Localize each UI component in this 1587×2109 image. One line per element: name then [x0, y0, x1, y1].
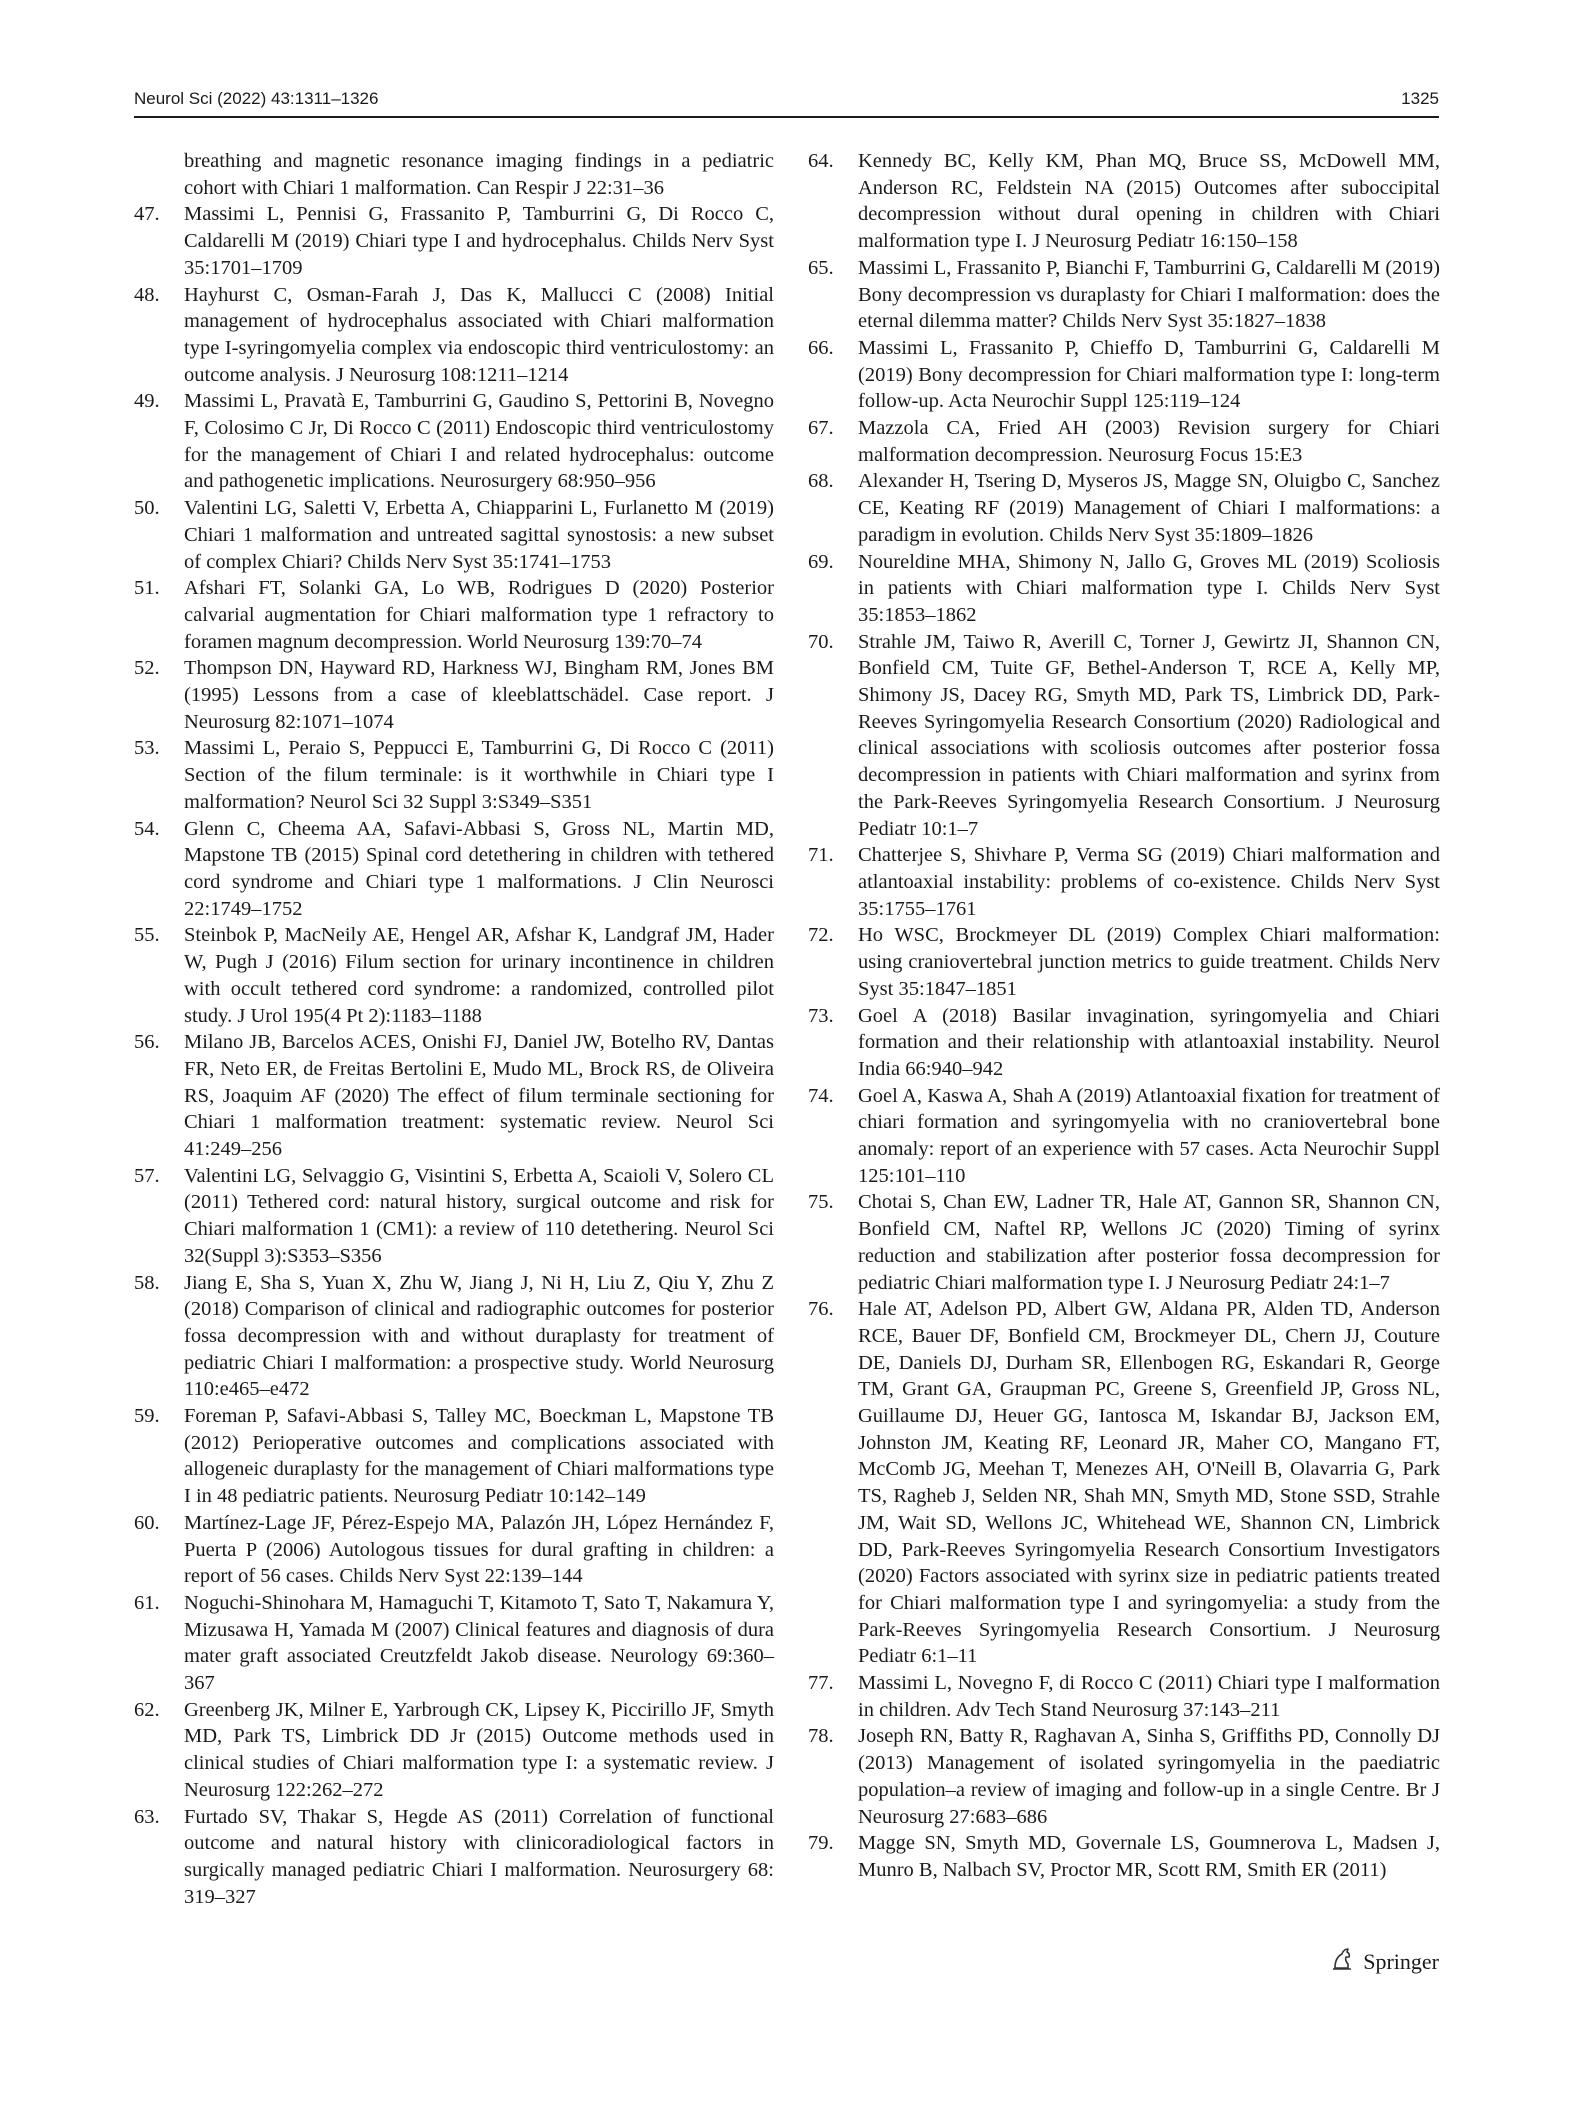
reference-number: 67. — [808, 417, 834, 440]
reference-number: 66. — [808, 336, 834, 359]
reference-text: Hale AT, Adelson PD, Albert GW, Aldana PR, Alden TD, Anderson RCE, Bauer DF, Bonfield CM, Brockmeyer DL, Chern JJ, Couture DE, Daniels DJ, Durham SR, Ellenbogen RG, Eskandari R, George TM, Grant GA, Graupman PC, Greene S, Greenfield JP, Gross NL, Guillaume DJ, Heuer GG, Iantosca M, Iskandar BJ, Jackson EM, Johnston JM, Keating RF, Leonard JR, Maher CO, Mangano FT, McComb JG, Meehan T, Menezes AH, O'Neill B, Olavarria G, Park TS, Ragheb J, Selden NR, Shah MN, Smyth MD, Stone SSD, Strahle JM, Wait SD, Wellons JC, Whitehead WE, Shannon CN, Limbrick DD, Park-Reeves Syringomyelia Research Consortium Investigators (2020) Factors associated with syrinx size in pediatric patients treated for Chiari malformation type I and syringomyelia: a study from the Park-Reeves Syringomyelia Research Consortium. J Neurosurg Pediatr 6:1–11 — [858, 1298, 1440, 1668]
reference-number: 60. — [134, 1511, 160, 1534]
references-right-column — [808, 148, 1440, 1884]
reference-number: 75. — [808, 1191, 834, 1214]
reference-continuation: breathing and magnetic resonance imaging findings in a pediatric cohort with Chiari 1 malformation. Can Respir J 22:31–36 — [184, 150, 774, 199]
reference-entry — [134, 1804, 774, 1911]
reference-text: Jiang E, Sha S, Yuan X, Zhu W, Jiang J, Ni H, Liu Z, Qiu Y, Zhu Z (2018) Comparison of clinical and radiographic outcomes for posterior fossa decompression with and without duraplasty for treatment of pediatric Chiari I malformation: a prospective study. World Neurosurg 110:e465–e472 — [184, 1271, 774, 1401]
reference-text: Greenberg JK, Milner E, Yarbrough CK, Lipsey K, Piccirillo JF, Smyth MD, Park TS, Limbrick DD Jr (2015) Outcome methods used in clinical studies of Chiari malformation type I: a systematic review. J Neurosurg 122:262–272 — [184, 1698, 774, 1801]
reference-text: Massimi L, Frassanito P, Chieffo D, Tamburrini G, Caldarelli M (2019) Bony decompression for Chiari malformation type I: long-term follow-up. Acta Neurochir Suppl 125:119–124 — [858, 336, 1440, 413]
reference-number: 49. — [134, 390, 160, 413]
reference-text: Alexander H, Tsering D, Myseros JS, Magge SN, Oluigbo C, Sanchez CE, Keating RF (2019) Management of Chiari I malformations: a paradigm in evolution. Childs Nerv Syst 35:1809–1826 — [858, 470, 1440, 546]
reference-text: Noureldine MHA, Shimony N, Jallo G, Groves ML (2019) Scoliosis in patients with Chiari malformation type I. Childs Nerv Syst 35:1853–1862 — [858, 550, 1440, 626]
reference-number: 53. — [134, 737, 160, 760]
reference-text: Valentini LG, Saletti V, Erbetta A, Chiapparini L, Furlanetto M (2019) Chiari 1 malformation and untreated sagittal synostosis: a new subset of complex Chiari? Childs Nerv Syst 35:1741–1753 — [184, 497, 774, 573]
reference-entry — [134, 816, 774, 923]
reference-entry — [808, 1083, 1440, 1190]
reference-text: Massimi L, Frassanito P, Bianchi F, Tamburrini G, Caldarelli M (2019) Bony decompression vs duraplasty for Chiari I malformation: does the eternal dilemma matter? Childs Nerv Syst 35:1827–1838 — [858, 256, 1440, 333]
reference-entry — [808, 842, 1440, 922]
reference-number: 55. — [134, 924, 160, 947]
reference-text: Magge SN, Smyth MD, Governale LS, Goumnerova L, Madsen J, Munro B, Nalbach SV, Proctor MR, Scott RM, Smith ER (2011) — [858, 1832, 1440, 1881]
reference-entry — [808, 1296, 1440, 1670]
reference-entry — [134, 575, 774, 655]
reference-entry — [134, 1510, 774, 1590]
reference-text: Mazzola CA, Fried AH (2003) Revision surgery for Chiari malformation decompression. Neurosurg Focus 15:E3 — [858, 417, 1440, 466]
reference-entry — [134, 388, 774, 495]
reference-text: Chatterjee S, Shivhare P, Verma SG (2019) Chiari malformation and atlantoaxial instability: problems of co-existence. Childs Nerv Syst 35:1755–1761 — [858, 844, 1440, 920]
reference-entry — [808, 255, 1440, 335]
reference-text: Hayhurst C, Osman-Farah J, Das K, Mallucci C (2008) Initial management of hydrocephalus associated with Chiari malformation type I-syringomyelia complex via endoscopic third ventriculostomy: an outcome analysis. J Neurosurg 108:1211–1214 — [184, 283, 774, 386]
reference-entry — [808, 1723, 1440, 1830]
reference-number: 48. — [134, 283, 160, 306]
springer-horse-icon — [1329, 1946, 1355, 1978]
reference-text: Kennedy BC, Kelly KM, Phan MQ, Bruce SS, McDowell MM, Anderson RC, Feldstein NA (2015) Outcomes after suboccipital decompression without dural opening in children with Chiari malformation type I. J Neurosurg Pediatr 16:150–158 — [858, 150, 1440, 253]
reference-entry — [808, 1670, 1440, 1723]
reference-entry — [134, 655, 774, 735]
reference-text: Goel A (2018) Basilar invagination, syringomyelia and Chiari formation and their relationship with atlantoaxial instability. Neurol India 66:940–942 — [858, 1004, 1440, 1080]
reference-number: 59. — [134, 1405, 160, 1428]
reference-text: Massimi L, Pravatà E, Tamburrini G, Gaudino S, Pettorini B, Novegno F, Colosimo C Jr, Di Rocco C (2011) Endoscopic third ventriculostomy for the management of Chiari I and related hydrocephalus: outcome and pathogenetic implications. Neurosurgery 68:950–956 — [184, 390, 774, 493]
reference-text: Massimi L, Peraio S, Peppucci E, Tamburrini G, Di Rocco C (2011) Section of the filum terminale: is it worthwhile in Chiari type I malformation? Neurol Sci 32 Suppl 3:S349–S351 — [184, 737, 774, 813]
reference-number: 61. — [134, 1591, 160, 1614]
reference-entry — [134, 495, 774, 575]
reference-number: 63. — [134, 1805, 160, 1828]
reference-text: Joseph RN, Batty R, Raghavan A, Sinha S, Griffiths PD, Connolly DJ (2013) Management of isolated syringomyelia in the paediatric population–a review of imaging and follow-up in a single Centre. Br J Neurosurg 27:683–686 — [858, 1725, 1440, 1828]
reference-text: Ho WSC, Brockmeyer DL (2019) Complex Chiari malformation: using craniovertebral junction metrics to guide treatment. Childs Nerv Syst 35:1847–1851 — [858, 924, 1440, 1000]
reference-entry — [808, 415, 1440, 468]
publisher-footer — [1329, 1946, 1439, 1978]
reference-text: Valentini LG, Selvaggio G, Visintini S, Erbetta A, Scaioli V, Solero CL (2011) Tethered cord: natural history, surgical outcome and risk for Chiari malformation 1 (CM1): a review of 110 detethering. Neurol Sci 32(Suppl 3):S353–S356 — [184, 1164, 774, 1267]
reference-text: Glenn C, Cheema AA, Safavi-Abbasi S, Gross NL, Martin MD, Mapstone TB (2015) Spinal cord detethering in children with tethered cord syndrome and Chiari type 1 malformations. J Clin Neurosci 22:1749–1752 — [184, 817, 774, 920]
reference-text: Milano JB, Barcelos ACES, Onishi FJ, Daniel JW, Botelho RV, Dantas FR, Neto ER, de Freitas Bertolini E, Mudo ML, Brock RS, de Oliveira RS, Joaquim AF (2020) The effect of filum terminale sectioning for Chiari 1 malformation treatment: systematic review. Neurol Sci 41:249–256 — [184, 1031, 774, 1161]
references-left-column — [134, 148, 774, 1910]
reference-number: 56. — [134, 1031, 160, 1054]
reference-text: Martínez-Lage JF, Pérez-Espejo MA, Palazón JH, López Hernández F, Puerta P (2006) Autologous tissues for dural grafting in children: a report of 56 cases. Childs Nerv Syst 22:139–144 — [184, 1511, 774, 1588]
reference-entry — [808, 468, 1440, 548]
reference-text: Massimi L, Pennisi G, Frassanito P, Tamburrini G, Di Rocco C, Caldarelli M (2019) Chiari type I and hydrocephalus. Childs Nerv Syst 35:1701–1709 — [184, 203, 774, 279]
reference-text: Noguchi-Shinohara M, Hamaguchi T, Kitamoto T, Sato T, Nakamura Y, Mizusawa H, Yamada M (2007) Clinical features and diagnosis of dura mater graft associated Creutzfeldt Jakob disease. Neurology 69:360–367 — [184, 1591, 774, 1695]
reference-number: 79. — [808, 1832, 834, 1855]
reference-entry — [134, 201, 774, 281]
reference-entry — [134, 1403, 774, 1510]
reference-entry — [134, 1697, 774, 1804]
journal-citation: Neurol Sci (2022) 43:1311–1326 — [134, 89, 379, 108]
reference-number: 57. — [134, 1164, 160, 1187]
reference-entry — [808, 629, 1440, 843]
reference-number: 74. — [808, 1084, 834, 1107]
reference-entry — [134, 1029, 774, 1163]
reference-number: 68. — [808, 470, 834, 493]
reference-entry — [134, 1590, 774, 1697]
reference-number: 51. — [134, 577, 160, 600]
reference-number: 77. — [808, 1672, 834, 1695]
reference-number: 52. — [134, 657, 160, 680]
reference-text: Afshari FT, Solanki GA, Lo WB, Rodrigues D (2020) Posterior calvarial augmentation for Chiari malformation type 1 refractory to foramen magnum decompression. World Neurosurg 139:70–74 — [184, 577, 774, 653]
reference-number: 78. — [808, 1725, 834, 1748]
reference-number: 47. — [134, 203, 160, 226]
reference-text: Goel A, Kaswa A, Shah A (2019) Atlantoaxial fixation for treatment of chiari formation and syringomyelia with no craniovertebral bone anomaly: report of an experience with 57 cases. Acta Neurochir Suppl 125:101–110 — [858, 1084, 1440, 1187]
reference-number: 50. — [134, 497, 160, 520]
reference-entry — [808, 148, 1440, 255]
reference-number: 76. — [808, 1298, 834, 1321]
running-header — [134, 86, 1439, 118]
reference-entry — [808, 1003, 1440, 1083]
reference-text: Steinbok P, MacNeily AE, Hengel AR, Afshar K, Landgraf JM, Hader W, Pugh J (2016) Filum section for urinary incontinence in children with occult tethered cord syndrome: a randomized, controlled pilot study. J Urol 195(4 Pt 2):1183–1188 — [184, 924, 774, 1027]
reference-number: 58. — [134, 1271, 160, 1294]
reference-entry — [134, 922, 774, 1029]
reference-number: 70. — [808, 630, 834, 653]
reference-number: 71. — [808, 844, 834, 867]
reference-entry — [808, 1189, 1440, 1296]
reference-entry — [808, 1830, 1440, 1883]
reference-number: 72. — [808, 924, 834, 947]
reference-number: 54. — [134, 817, 160, 840]
reference-entry — [808, 335, 1440, 415]
reference-number: 62. — [134, 1698, 160, 1721]
reference-text: Massimi L, Novegno F, di Rocco C (2011) Chiari type I malformation in children. Adv Tech Stand Neurosurg 37:143–211 — [858, 1672, 1440, 1721]
reference-number: 64. — [808, 150, 834, 172]
publisher-name: Springer — [1363, 1949, 1439, 1974]
reference-number: 69. — [808, 550, 834, 573]
reference-number: 65. — [808, 256, 834, 279]
reference-text: Foreman P, Safavi-Abbasi S, Talley MC, Boeckman L, Mapstone TB (2012) Perioperative outcomes and complications associated with allogeneic duraplasty for the management of Chiari malformations type I in 48 pediatric patients. Neurosurg Pediatr 10:142–149 — [184, 1405, 774, 1508]
reference-entry — [808, 549, 1440, 629]
reference-text: Thompson DN, Hayward RD, Harkness WJ, Bingham RM, Jones BM (1995) Lessons from a case of kleeblattschädel. Case report. J Neurosurg 82:1071–1074 — [184, 657, 774, 733]
reference-entry — [134, 1163, 774, 1270]
reference-text: Chotai S, Chan EW, Ladner TR, Hale AT, Gannon SR, Shannon CN, Bonfield CM, Naftel RP, Wellons JC (2020) Timing of syrinx reduction and stabilization after posterior fossa decompression for pediatric Chiari malformation type I. J Neurosurg Pediatr 24:1–7 — [858, 1191, 1440, 1294]
page-number: 1325 — [1401, 89, 1439, 108]
reference-text: Furtado SV, Thakar S, Hegde AS (2011) Correlation of functional outcome and natural history with clinicoradiological factors in surgically managed pediatric Chiari I malformation. Neurosurgery 68: 319–327 — [184, 1805, 774, 1908]
reference-number: 73. — [808, 1004, 834, 1027]
reference-entry — [134, 735, 774, 815]
reference-text: Strahle JM, Taiwo R, Averill C, Torner J, Gewirtz JI, Shannon CN, Bonfield CM, Tuite GF, Bethel-Anderson T, RCE A, Kelly MP, Shimony JS, Dacey RG, Smyth MD, Park TS, Limbrick DD, Park-Reeves Syringomyelia Research Consortium (2020) Radiological and clinical associations with scoliosis outcomes after posterior fossa decompression in patients with Chiari malformation and syrinx from the Park-Reeves Syringomyelia Research Consortium. J Neurosurg Pediatr 10:1–7 — [858, 630, 1440, 840]
reference-entry — [808, 922, 1440, 1002]
reference-entry — [134, 1270, 774, 1404]
reference-entry — [134, 282, 774, 389]
